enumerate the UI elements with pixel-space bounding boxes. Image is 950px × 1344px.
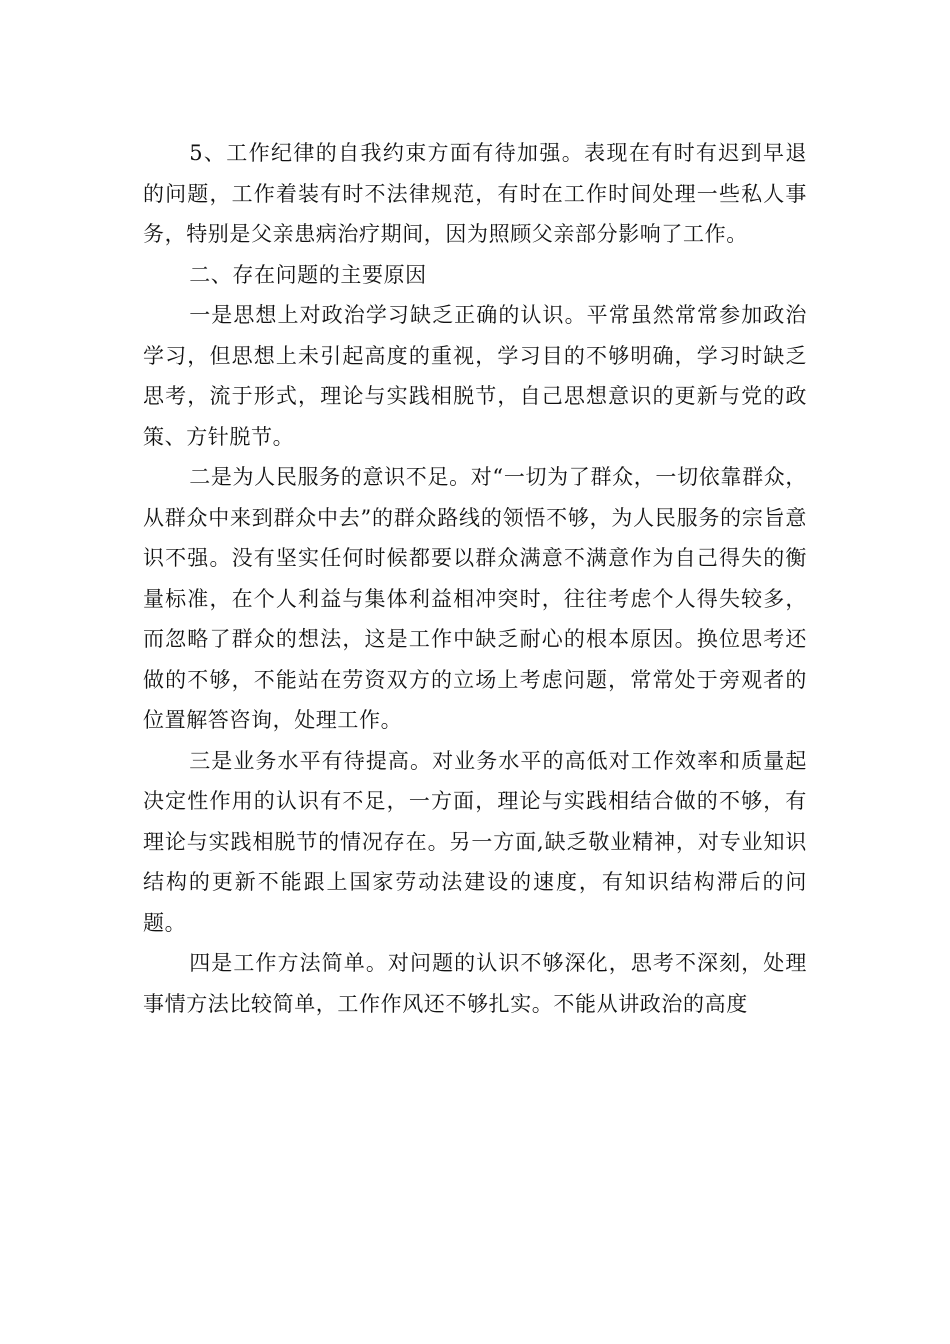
paragraph-political-study: 一是思想上对政治学习缺乏正确的认识。平常虽然常常参加政治学习，但思想上未引起高度的重视，学习目的不够明确，学习时缺乏思考，流于形式，理论与实践相脱节，自己思想意识的更新与党的政策、方针脱节。 bbox=[143, 303, 807, 449]
paragraph-professional-level: 三是业务水平有待提高。对业务水平的高低对工作效率和质量起决定性作用的认识有不足，一方面，理论与实践相结合做的不够，有理论与实践相脱节的情况存在。另一方面,缺乏敬业精神，对专业知识结构的更新不能跟上国家劳动法建设的速度，有知识结构滞后的问题。 bbox=[143, 748, 807, 935]
section-heading-main-causes: 二、存在问题的主要原因 bbox=[189, 262, 427, 287]
paragraph-work-discipline: 5、工作纪律的自我约束方面有待加强。表现在有时有迟到早退的问题，工作着装有时不法律规范，有时在工作时间处理一些私人事务，特别是父亲患病治疗期间，因为照顾父亲部分影响了工作。 bbox=[143, 141, 807, 246]
paragraph-work-methods: 四是工作方法简单。对问题的认识不够深化，思考不深刻，处理事情方法比较简单，工作作风还不够扎实。不能从讲政治的高度 bbox=[143, 951, 807, 1016]
paragraph-serve-people: 二是为人民服务的意识不足。对“一切为了群众，一切依靠群众，从群众中来到群众中去”的群众路线的领悟不够，为人民服务的宗旨意识不强。没有坚实任何时候都要以群众满意不满意作为自己得失的衡量标准，在个人利益与集体利益相冲突时，往往考虑个人得失较多，而忽略了群众的想法，这是工作中缺乏耐心的根本原因。换位思考还做的不够，不能站在劳资双方的立场上考虑问题，常常处于旁观者的位置解答咨询，处理工作。 bbox=[143, 465, 807, 732]
document-body bbox=[143, 133, 807, 1024]
